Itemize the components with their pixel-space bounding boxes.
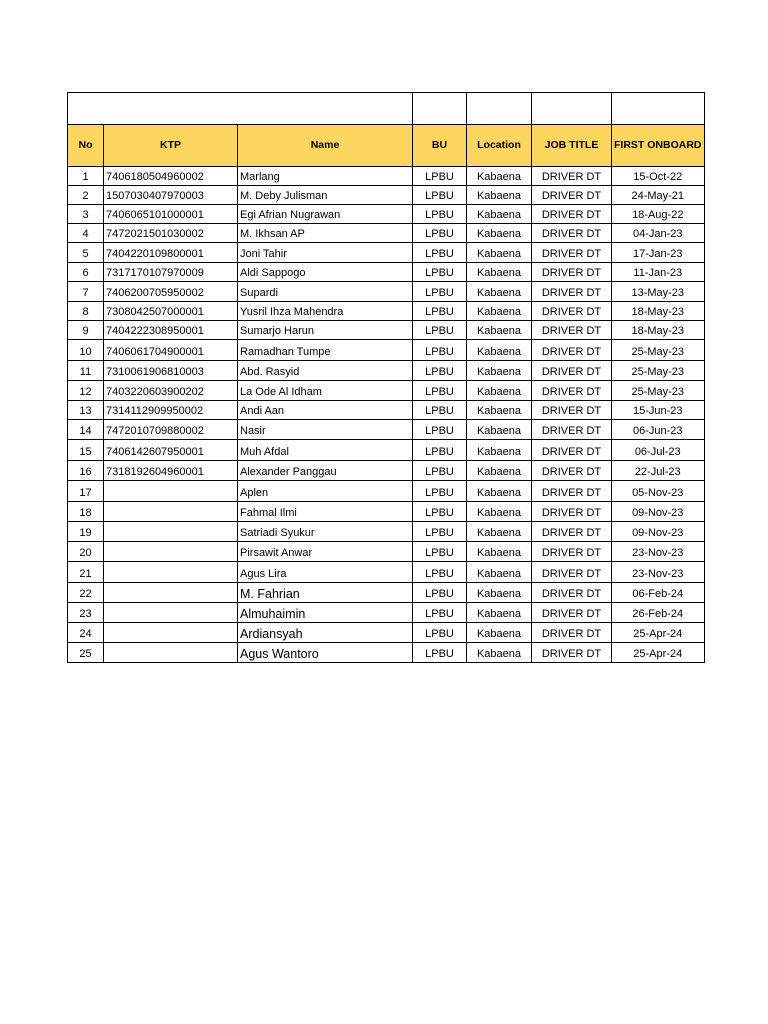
cell-first-onboard: 11-Jan-23 <box>612 263 705 282</box>
cell-location: Kabaena <box>467 340 532 361</box>
cell-location: Kabaena <box>467 542 532 562</box>
header-no: No <box>68 125 104 167</box>
cell-first-onboard: 25-May-23 <box>612 340 705 361</box>
cell-first-onboard: 25-Apr-24 <box>612 623 705 643</box>
cell-first-onboard: 15-Oct-22 <box>612 167 705 186</box>
cell-name: M. Fahrian <box>238 583 413 603</box>
cell-bu: LPBU <box>413 205 467 224</box>
cell-no: 12 <box>68 381 104 401</box>
cell-first-onboard: 06-Feb-24 <box>612 583 705 603</box>
cell-ktp: 7318192604960001 <box>104 461 238 481</box>
cell-job-title: DRIVER DT <box>532 263 612 282</box>
blank-cell <box>612 93 705 125</box>
cell-job-title: DRIVER DT <box>532 522 612 542</box>
cell-bu: LPBU <box>413 340 467 361</box>
cell-no: 10 <box>68 340 104 361</box>
cell-job-title: DRIVER DT <box>532 167 612 186</box>
cell-name: Almuhaimin <box>238 603 413 623</box>
cell-no: 14 <box>68 420 104 440</box>
cell-location: Kabaena <box>467 361 532 381</box>
cell-no: 20 <box>68 542 104 562</box>
cell-no: 24 <box>68 623 104 643</box>
cell-first-onboard: 06-Jun-23 <box>612 420 705 440</box>
cell-ktp <box>104 542 238 562</box>
cell-no: 21 <box>68 562 104 583</box>
cell-no: 17 <box>68 481 104 502</box>
cell-name: Egi Afrian Nugrawan <box>238 205 413 224</box>
cell-ktp <box>104 562 238 583</box>
cell-first-onboard: 22-Jul-23 <box>612 461 705 481</box>
cell-location: Kabaena <box>467 224 532 243</box>
cell-name: Pirsawit Anwar <box>238 542 413 562</box>
cell-location: Kabaena <box>467 481 532 502</box>
cell-bu: LPBU <box>413 321 467 340</box>
cell-no: 4 <box>68 224 104 243</box>
cell-first-onboard: 04-Jan-23 <box>612 224 705 243</box>
header-name: Name <box>238 125 413 167</box>
cell-ktp: 7406180504960002 <box>104 167 238 186</box>
table-row <box>68 282 705 302</box>
cell-job-title: DRIVER DT <box>532 583 612 603</box>
cell-job-title: DRIVER DT <box>532 205 612 224</box>
cell-ktp <box>104 502 238 522</box>
cell-ktp: 7310061906810003 <box>104 361 238 381</box>
cell-job-title: DRIVER DT <box>532 321 612 340</box>
cell-location: Kabaena <box>467 583 532 603</box>
blank-cell <box>532 93 612 125</box>
cell-location: Kabaena <box>467 381 532 401</box>
cell-bu: LPBU <box>413 186 467 205</box>
cell-name: Ramadhan Tumpe <box>238 340 413 361</box>
table-row <box>68 381 705 401</box>
cell-name: M. Deby Julisman <box>238 186 413 205</box>
cell-ktp: 7404222308950001 <box>104 321 238 340</box>
cell-job-title: DRIVER DT <box>532 440 612 461</box>
cell-job-title: DRIVER DT <box>532 381 612 401</box>
cell-job-title: DRIVER DT <box>532 502 612 522</box>
table-row <box>68 167 705 186</box>
cell-name: M. Ikhsan AP <box>238 224 413 243</box>
cell-location: Kabaena <box>467 186 532 205</box>
blank-cell <box>467 93 532 125</box>
cell-no: 23 <box>68 603 104 623</box>
cell-job-title: DRIVER DT <box>532 401 612 420</box>
cell-first-onboard: 13-May-23 <box>612 282 705 302</box>
header-bu: BU <box>413 125 467 167</box>
cell-ktp: 7317170107970009 <box>104 263 238 282</box>
cell-no: 9 <box>68 321 104 340</box>
cell-ktp: 7406200705950002 <box>104 282 238 302</box>
cell-location: Kabaena <box>467 263 532 282</box>
cell-no: 13 <box>68 401 104 420</box>
cell-ktp <box>104 583 238 603</box>
cell-bu: LPBU <box>413 603 467 623</box>
cell-no: 15 <box>68 440 104 461</box>
cell-ktp: 7472010709880002 <box>104 420 238 440</box>
cell-first-onboard: 23-Nov-23 <box>612 562 705 583</box>
header-row <box>68 125 705 167</box>
cell-location: Kabaena <box>467 440 532 461</box>
cell-job-title: DRIVER DT <box>532 302 612 321</box>
cell-first-onboard: 05-Nov-23 <box>612 481 705 502</box>
cell-ktp: 7406142607950001 <box>104 440 238 461</box>
cell-job-title: DRIVER DT <box>532 623 612 643</box>
cell-first-onboard: 23-Nov-23 <box>612 542 705 562</box>
cell-name: Sumarjo Harun <box>238 321 413 340</box>
table-row <box>68 186 705 205</box>
cell-no: 2 <box>68 186 104 205</box>
cell-location: Kabaena <box>467 603 532 623</box>
table-row <box>68 583 705 603</box>
cell-first-onboard: 15-Jun-23 <box>612 401 705 420</box>
cell-name: Muh Afdal <box>238 440 413 461</box>
cell-location: Kabaena <box>467 401 532 420</box>
cell-first-onboard: 18-Aug-22 <box>612 205 705 224</box>
cell-first-onboard: 25-May-23 <box>612 381 705 401</box>
cell-no: 7 <box>68 282 104 302</box>
cell-bu: LPBU <box>413 401 467 420</box>
blank-title-row <box>68 93 705 125</box>
table-row <box>68 643 705 663</box>
table-row <box>68 321 705 340</box>
cell-ktp <box>104 623 238 643</box>
cell-first-onboard: 18-May-23 <box>612 321 705 340</box>
cell-name: Abd. Rasyid <box>238 361 413 381</box>
cell-first-onboard: 18-May-23 <box>612 302 705 321</box>
cell-first-onboard: 24-May-21 <box>612 186 705 205</box>
cell-location: Kabaena <box>467 623 532 643</box>
cell-name: Ardiansyah <box>238 623 413 643</box>
cell-bu: LPBU <box>413 643 467 663</box>
cell-ktp: 7406061704900001 <box>104 340 238 361</box>
table-row <box>68 461 705 481</box>
cell-first-onboard: 17-Jan-23 <box>612 243 705 263</box>
cell-job-title: DRIVER DT <box>532 361 612 381</box>
cell-ktp: 7403220603900202 <box>104 381 238 401</box>
cell-name: Agus Lira <box>238 562 413 583</box>
cell-first-onboard: 09-Nov-23 <box>612 522 705 542</box>
cell-job-title: DRIVER DT <box>532 340 612 361</box>
cell-no: 11 <box>68 361 104 381</box>
cell-job-title: DRIVER DT <box>532 186 612 205</box>
cell-first-onboard: 06-Jul-23 <box>612 440 705 461</box>
cell-ktp: 7472021501030002 <box>104 224 238 243</box>
table-row <box>68 340 705 361</box>
table-row <box>68 623 705 643</box>
cell-ktp: 7404220109800001 <box>104 243 238 263</box>
cell-ktp: 7406065101000001 <box>104 205 238 224</box>
cell-location: Kabaena <box>467 562 532 583</box>
cell-ktp <box>104 643 238 663</box>
table-row <box>68 263 705 282</box>
cell-job-title: DRIVER DT <box>532 603 612 623</box>
cell-location: Kabaena <box>467 420 532 440</box>
table-row <box>68 522 705 542</box>
cell-job-title: DRIVER DT <box>532 461 612 481</box>
cell-name: Alexander Panggau <box>238 461 413 481</box>
cell-name: La Ode Al Idham <box>238 381 413 401</box>
table-row <box>68 401 705 420</box>
cell-bu: LPBU <box>413 583 467 603</box>
cell-no: 5 <box>68 243 104 263</box>
cell-bu: LPBU <box>413 623 467 643</box>
cell-no: 25 <box>68 643 104 663</box>
cell-ktp <box>104 522 238 542</box>
cell-job-title: DRIVER DT <box>532 562 612 583</box>
cell-no: 1 <box>68 167 104 186</box>
cell-ktp <box>104 481 238 502</box>
cell-name: Nasir <box>238 420 413 440</box>
cell-location: Kabaena <box>467 643 532 663</box>
cell-job-title: DRIVER DT <box>532 420 612 440</box>
header-ktp: KTP <box>104 125 238 167</box>
cell-no: 18 <box>68 502 104 522</box>
table-row <box>68 603 705 623</box>
cell-location: Kabaena <box>467 243 532 263</box>
table-row <box>68 502 705 522</box>
cell-ktp: 1507030407970003 <box>104 186 238 205</box>
cell-ktp <box>104 603 238 623</box>
blank-cell <box>413 93 467 125</box>
cell-bu: LPBU <box>413 167 467 186</box>
header-first-onboard: FIRST ONBOARD <box>612 125 705 167</box>
cell-first-onboard: 09-Nov-23 <box>612 502 705 522</box>
cell-location: Kabaena <box>467 282 532 302</box>
cell-no: 3 <box>68 205 104 224</box>
table-body <box>68 167 705 663</box>
cell-first-onboard: 25-Apr-24 <box>612 643 705 663</box>
cell-bu: LPBU <box>413 381 467 401</box>
cell-name: Joni Tahir <box>238 243 413 263</box>
table-row <box>68 205 705 224</box>
cell-name: Agus Wantoro <box>238 643 413 663</box>
cell-name: Aplen <box>238 481 413 502</box>
table-row <box>68 361 705 381</box>
cell-bu: LPBU <box>413 282 467 302</box>
cell-first-onboard: 26-Feb-24 <box>612 603 705 623</box>
cell-no: 16 <box>68 461 104 481</box>
table-row <box>68 562 705 583</box>
cell-name: Supardi <box>238 282 413 302</box>
employee-table <box>67 92 705 663</box>
cell-location: Kabaena <box>467 205 532 224</box>
cell-no: 8 <box>68 302 104 321</box>
cell-no: 6 <box>68 263 104 282</box>
blank-merged-cell <box>68 93 413 125</box>
cell-job-title: DRIVER DT <box>532 224 612 243</box>
cell-first-onboard: 25-May-23 <box>612 361 705 381</box>
cell-job-title: DRIVER DT <box>532 542 612 562</box>
cell-location: Kabaena <box>467 167 532 186</box>
cell-no: 19 <box>68 522 104 542</box>
table-row <box>68 302 705 321</box>
table-row <box>68 481 705 502</box>
cell-job-title: DRIVER DT <box>532 481 612 502</box>
cell-location: Kabaena <box>467 302 532 321</box>
table-row <box>68 542 705 562</box>
cell-location: Kabaena <box>467 321 532 340</box>
cell-bu: LPBU <box>413 243 467 263</box>
cell-bu: LPBU <box>413 361 467 381</box>
cell-name: Aldi Sappogo <box>238 263 413 282</box>
cell-job-title: DRIVER DT <box>532 282 612 302</box>
header-location: Location <box>467 125 532 167</box>
header-job-title: JOB TITLE <box>532 125 612 167</box>
cell-ktp: 7314112909950002 <box>104 401 238 420</box>
cell-bu: LPBU <box>413 542 467 562</box>
cell-bu: LPBU <box>413 440 467 461</box>
cell-bu: LPBU <box>413 481 467 502</box>
cell-bu: LPBU <box>413 420 467 440</box>
table-row <box>68 243 705 263</box>
cell-bu: LPBU <box>413 461 467 481</box>
cell-bu: LPBU <box>413 522 467 542</box>
cell-no: 22 <box>68 583 104 603</box>
cell-job-title: DRIVER DT <box>532 643 612 663</box>
cell-ktp: 7308042507000001 <box>104 302 238 321</box>
table-row <box>68 420 705 440</box>
cell-bu: LPBU <box>413 263 467 282</box>
cell-location: Kabaena <box>467 502 532 522</box>
cell-bu: LPBU <box>413 502 467 522</box>
cell-bu: LPBU <box>413 224 467 243</box>
cell-name: Fahmal Ilmi <box>238 502 413 522</box>
cell-name: Satriadi Syukur <box>238 522 413 542</box>
cell-bu: LPBU <box>413 302 467 321</box>
cell-bu: LPBU <box>413 562 467 583</box>
table-row <box>68 440 705 461</box>
cell-name: Marlang <box>238 167 413 186</box>
cell-job-title: DRIVER DT <box>532 243 612 263</box>
cell-name: Yusril Ihza Mahendra <box>238 302 413 321</box>
cell-name: Andi Aan <box>238 401 413 420</box>
cell-location: Kabaena <box>467 461 532 481</box>
table-row <box>68 224 705 243</box>
cell-location: Kabaena <box>467 522 532 542</box>
